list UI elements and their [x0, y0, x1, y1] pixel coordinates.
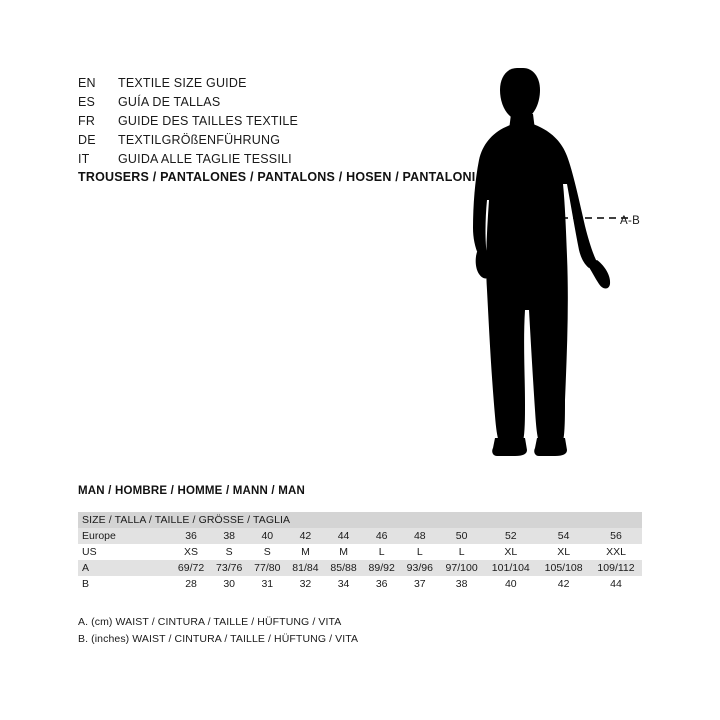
table-cell: S [210, 544, 248, 560]
language-row [78, 150, 458, 169]
table-row [78, 560, 642, 576]
table-cell: 40 [484, 576, 537, 592]
size-table [78, 512, 642, 592]
table-header-label: SIZE / TALLA / TAILLE / GRÖSSE / TAGLIA [78, 512, 642, 528]
table-cell: 105/108 [537, 560, 590, 576]
table-cell: 56 [590, 528, 642, 544]
table-cell: 54 [537, 528, 590, 544]
table-row [78, 576, 642, 592]
table-cell: 109/112 [590, 560, 642, 576]
table-cell: 50 [439, 528, 484, 544]
table-cell: S [248, 544, 286, 560]
row-label: A [78, 560, 172, 576]
table-cell: 44 [325, 528, 363, 544]
language-row [78, 131, 458, 150]
language-title: TEXTILE SIZE GUIDE [118, 76, 247, 90]
table-cell: M [325, 544, 363, 560]
table-cell: 89/92 [363, 560, 401, 576]
language-code: FR [78, 114, 96, 128]
table-cell: XXL [590, 544, 642, 560]
table-cell: L [439, 544, 484, 560]
table-cell: 37 [401, 576, 439, 592]
garment-type-title: TROUSERS / PANTALONES / PANTALONS / HOSEN / PANTALONI [78, 170, 476, 184]
table-cell: 40 [248, 528, 286, 544]
row-label: US [78, 544, 172, 560]
table-cell: XL [484, 544, 537, 560]
table-cell: L [363, 544, 401, 560]
table-cell: 34 [325, 576, 363, 592]
table-cell: 31 [248, 576, 286, 592]
language-title-block [78, 74, 458, 169]
table-cell: 30 [210, 576, 248, 592]
language-row [78, 74, 458, 93]
table-cell: 48 [401, 528, 439, 544]
language-row [78, 112, 458, 131]
table-cell: 81/84 [286, 560, 324, 576]
table-cell: 36 [172, 528, 210, 544]
table-cell: XL [537, 544, 590, 560]
language-code: DE [78, 133, 96, 147]
table-cell: XS [172, 544, 210, 560]
language-row [78, 93, 458, 112]
table-cell: 42 [537, 576, 590, 592]
table-cell: 97/100 [439, 560, 484, 576]
language-title: TEXTILGRÖßENFÜHRUNG [118, 133, 281, 147]
language-code: IT [78, 152, 90, 166]
table-cell: 44 [590, 576, 642, 592]
footnote-b: B. (inches) WAIST / CINTURA / TAILLE / HÜFTUNG / VITA [78, 633, 359, 645]
table-cell: 38 [210, 528, 248, 544]
table-cell: 36 [363, 576, 401, 592]
table-row [78, 544, 642, 560]
table-cell: 38 [439, 576, 484, 592]
language-title: GUIDA ALLE TAGLIE TESSILI [118, 152, 292, 166]
waist-measure-label: A-B [620, 215, 641, 227]
table-cell: 85/88 [325, 560, 363, 576]
footnote-a: A. (cm) WAIST / CINTURA / TAILLE / HÜFTUNG / VITA [78, 616, 342, 628]
row-label: Europe [78, 528, 172, 544]
language-code: ES [78, 95, 96, 109]
table-cell: 69/72 [172, 560, 210, 576]
table-cell: 73/76 [210, 560, 248, 576]
row-label: B [78, 576, 172, 592]
language-code: EN [78, 76, 96, 90]
table-cell: 77/80 [248, 560, 286, 576]
table-cell: L [401, 544, 439, 560]
male-figure-illustration [455, 60, 655, 460]
language-title: GUIDE DES TAILLES TEXTILE [118, 114, 299, 128]
language-title: GUÍA DE TALLAS [118, 95, 221, 109]
footnotes [78, 614, 358, 648]
table-cell: 52 [484, 528, 537, 544]
table-cell: 28 [172, 576, 210, 592]
table-cell: 93/96 [401, 560, 439, 576]
table-header-row [78, 512, 642, 528]
table-cell: 42 [286, 528, 324, 544]
table-cell: 46 [363, 528, 401, 544]
table-row [78, 528, 642, 544]
table-cell: M [286, 544, 324, 560]
table-cell: 32 [286, 576, 324, 592]
table-cell: 101/104 [484, 560, 537, 576]
table-caption: MAN / HOMBRE / HOMME / MANN / MAN [78, 485, 306, 497]
